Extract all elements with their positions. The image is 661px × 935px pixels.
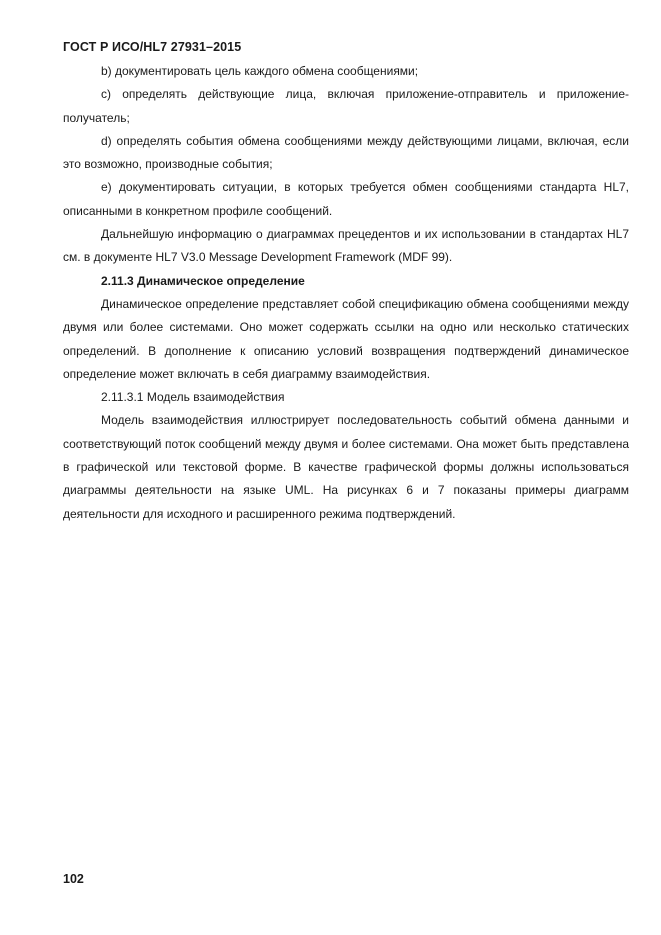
list-item-d: d) определять события обмена сообщениями между действующими лицами, включая, если это возможно, производные события; (63, 133, 629, 172)
section-heading: 2.11.3 Динамическое определение (101, 273, 305, 288)
subsection-heading: 2.11.3.1 Модель взаимодействия (101, 390, 285, 405)
list-item-b: b) документировать цель каждого обмена сообщениями; (101, 64, 419, 78)
document-page (63, 38, 629, 526)
subsection-paragraph: Модель взаимодействия иллюстрирует последовательность событий обмена данными и соответствующий поток сообщений между двумя и более системами. Она может быть представлена в графической или текстовой форме. В качестве графической формы должны использоваться диаграммы деятельности на языке UML. На рисунках 6 и 7 показаны примеры диаграмм деятельности для исходного и расширенного режима подтверждений. (63, 413, 629, 521)
standard-designation: ГОСТ Р ИСО/HL7 27931–2015 (63, 40, 242, 54)
list-item-c: c) определять действующие лица, включая приложение-отправитель и приложение-получатель; (63, 87, 629, 125)
list-item-e: e) документировать ситуации, в которых требуется обмен сообщениями стандарта HL7, описанными в конкретном профиле сообщений. (63, 180, 629, 218)
further-info-paragraph: Дальнейшую информацию о диаграммах прецедентов и их использовании в стандартах HL7 см. в документе HL7 V3.0 Message Development Framework (MDF 99). (63, 227, 629, 265)
section-paragraph: Динамическое определение представляет собой спецификацию обмена сообщениями между двумя или более системами. Оно может содержать ссылки на одно или несколько статических определений. В дополнение к описанию условий возвращения подтверждений динамическое определение может включать в себя диаграмму взаимодействия. (63, 296, 629, 381)
page-number: 102 (63, 872, 84, 886)
